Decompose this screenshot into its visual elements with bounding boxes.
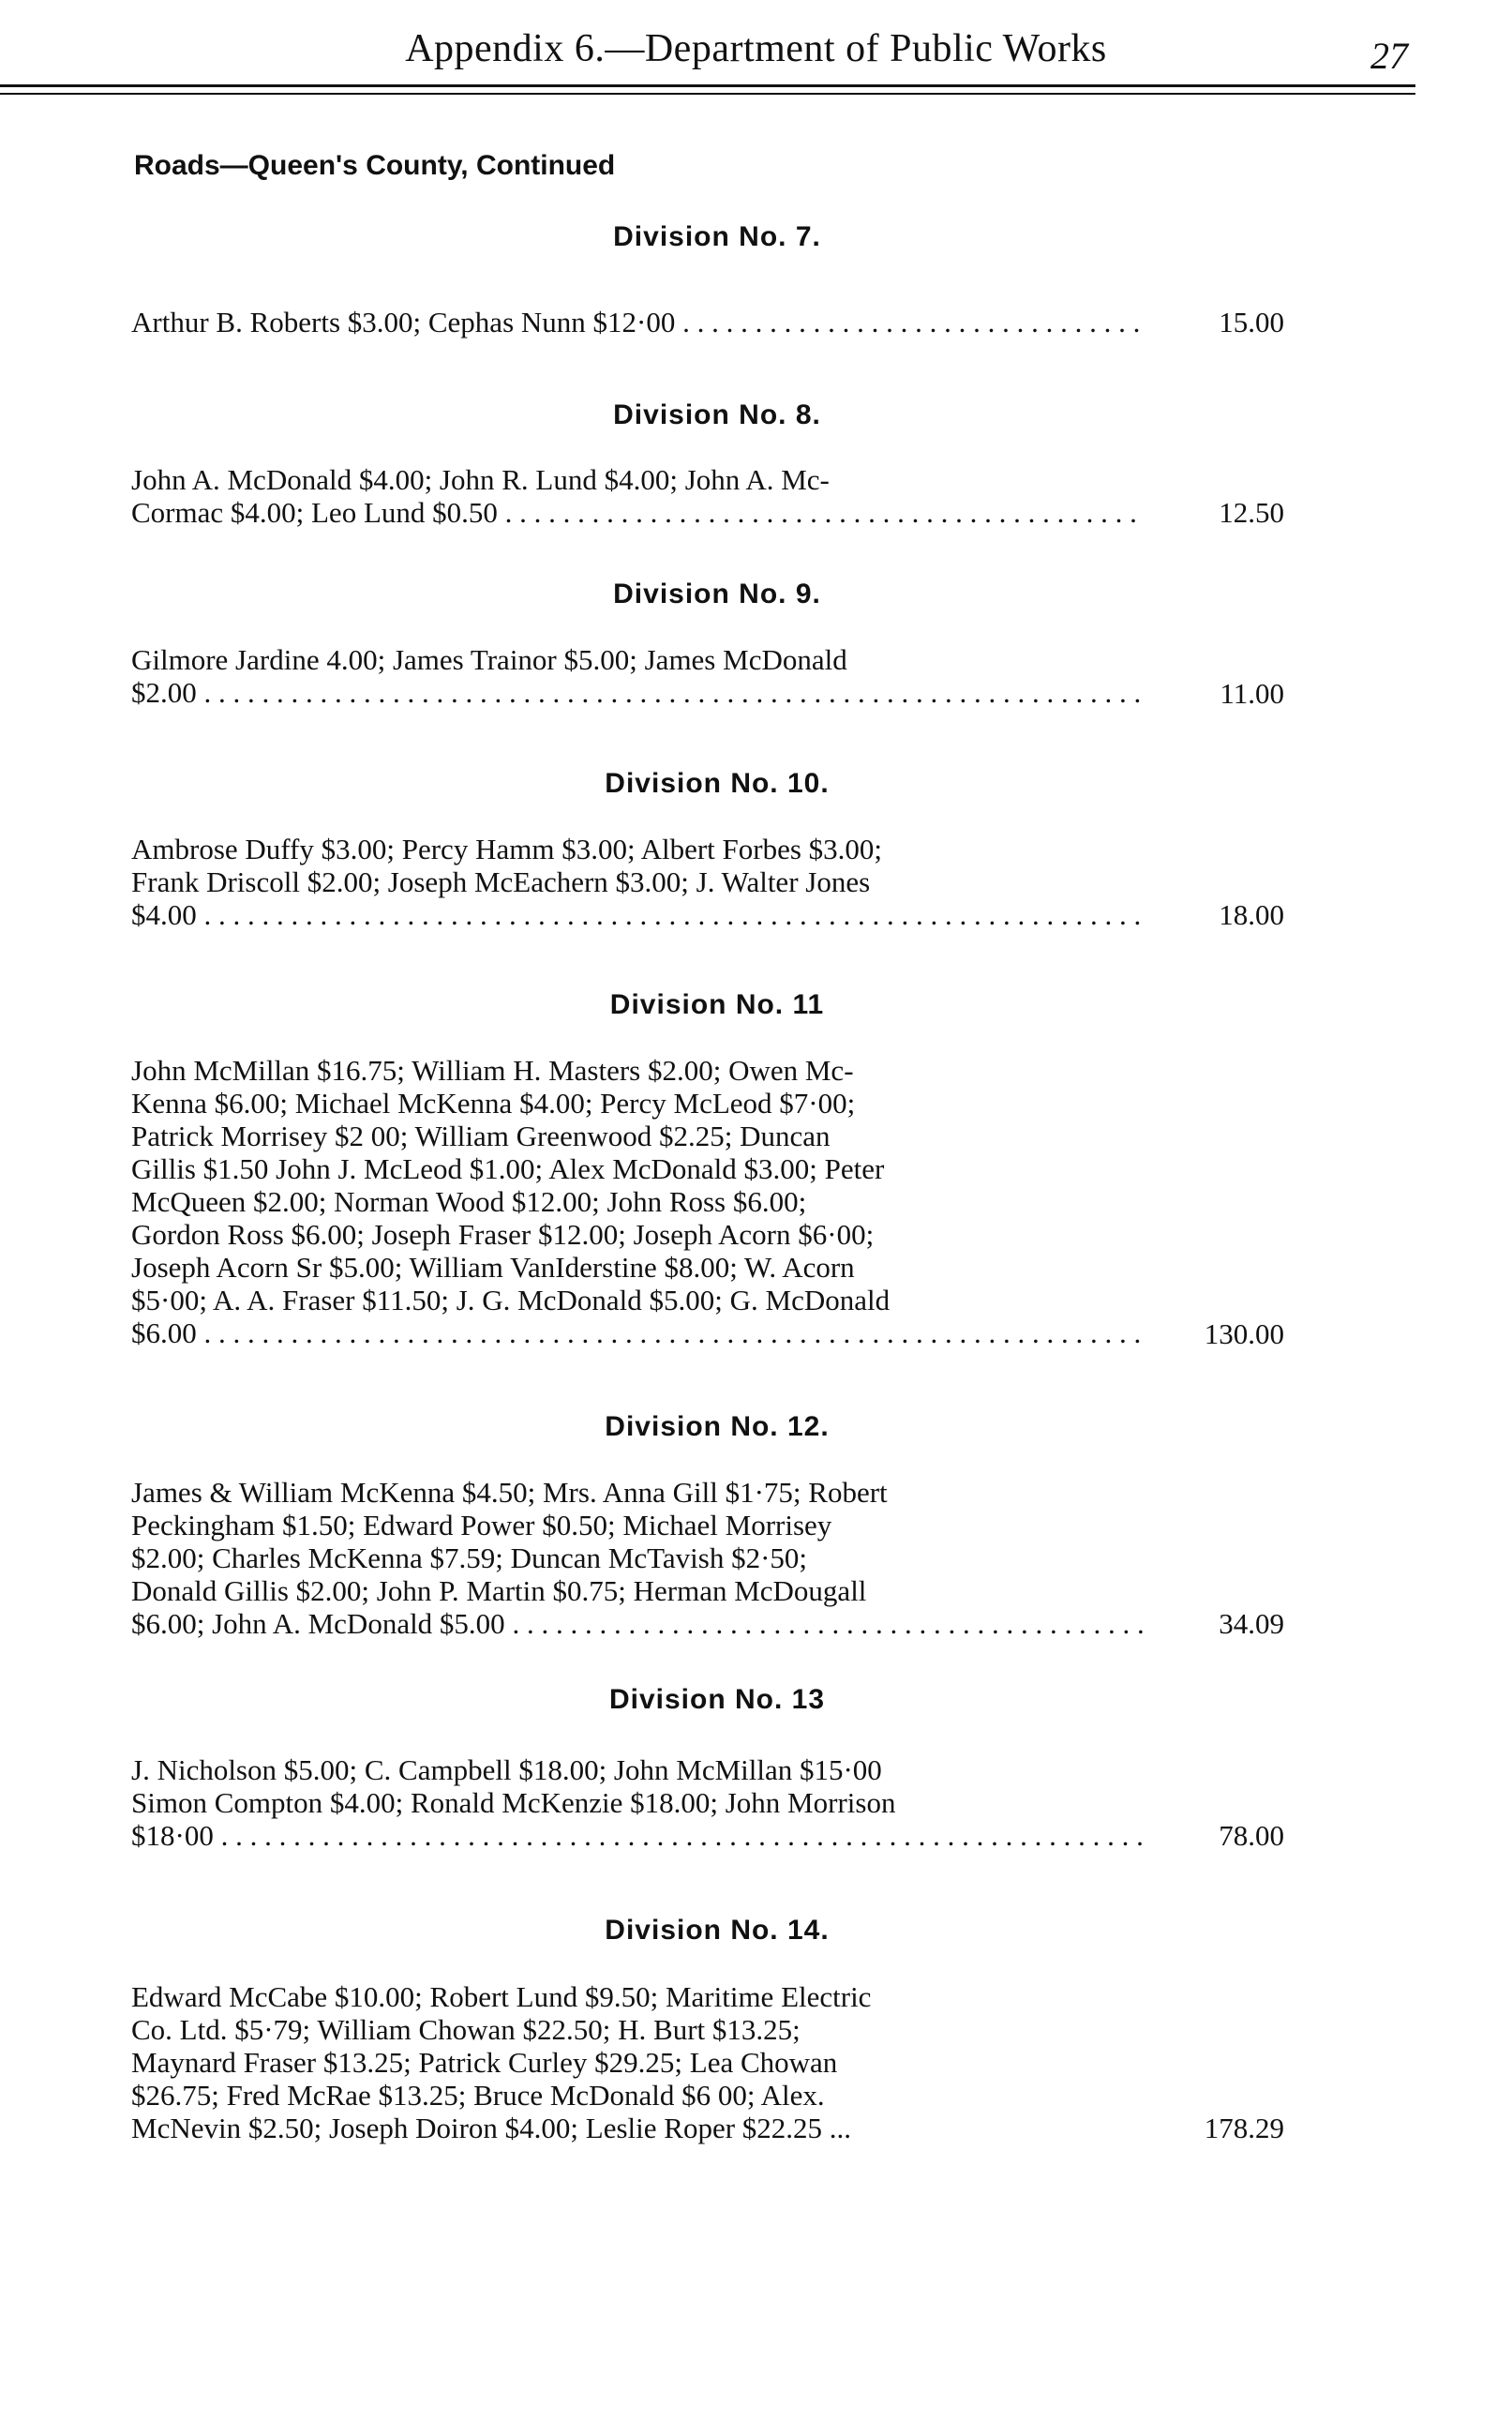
- entry-line: John McMillan $16.75; William H. Masters $2.00; Owen Mc-: [131, 1054, 854, 1087]
- entry-line: Gillis $1.50 John J. McLeod $1.00; Alex McDonald $3.00; Peter: [131, 1152, 885, 1185]
- entry-line: $18·00 . . .: [131, 1819, 1144, 1852]
- entry-line: $4.00 . . .: [131, 898, 1144, 931]
- division-heading: Division No. 12.: [605, 1411, 830, 1442]
- entry-line: $6.00; John A. McDonald $5.00 . . .: [131, 1607, 1144, 1640]
- division-amount: 12.50: [1219, 496, 1284, 529]
- entry-line: Edward McCabe $10.00; Robert Lund $9.50; Maritime Electric: [131, 1980, 872, 2013]
- division-heading: Division No. 7.: [613, 221, 821, 252]
- division-heading: Division No. 8.: [613, 399, 821, 430]
- division-amount: 130.00: [1204, 1317, 1284, 1350]
- division-heading: Division No. 14.: [605, 1915, 830, 1946]
- division-heading: Division No. 9.: [613, 579, 821, 609]
- entry-line: Ambrose Duffy $3.00; Percy Hamm $3.00; Albert Forbes $3.00;: [131, 833, 883, 865]
- entry-line: Patrick Morrisey $2 00; William Greenwood $2.25; Duncan: [131, 1120, 831, 1152]
- entry-line: Donald Gillis $2.00; John P. Martin $0.75; Herman McDougall: [131, 1574, 867, 1607]
- division-entry: [131, 463, 1144, 529]
- entry-line: Peckingham $1.50; Edward Power $0.50; Michael Morrisey: [131, 1509, 832, 1541]
- entry-line: Gordon Ross $6.00; Joseph Fraser $12.00; Joseph Acorn $6·00;: [131, 1218, 875, 1251]
- entry-line: $2.00; Charles McKenna $7.59; Duncan McTavish $2·50;: [131, 1541, 808, 1574]
- entry-line: Arthur B. Roberts $3.00; Cephas Nunn $12·00 . . .: [131, 306, 1144, 338]
- entry-line: McQueen $2.00; Norman Wood $12.00; John Ross $6.00;: [131, 1185, 807, 1218]
- entry-line: J. Nicholson $5.00; C. Campbell $18.00; John McMillan $15·00: [131, 1753, 882, 1786]
- section-title: Roads—Queen's County, Continued: [134, 150, 616, 181]
- division-amount: 78.00: [1219, 1819, 1284, 1852]
- entry-line: $5·00; A. A. Fraser $11.50; J. G. McDonald $5.00; G. McDonald: [131, 1284, 891, 1316]
- entry-line: Co. Ltd. $5·79; William Chowan $22.50; H. Burt $13.25;: [131, 2013, 801, 2046]
- division-entry: [131, 643, 1144, 709]
- entry-line: McNevin $2.50; Joseph Doiron $4.00; Leslie Roper $22.25 ...: [131, 2112, 852, 2144]
- division-entry: [131, 1980, 1144, 2144]
- entry-line: Kenna $6.00; Michael McKenna $4.00; Percy McLeod $7·00;: [131, 1087, 856, 1120]
- division-heading: Division No. 11: [609, 989, 825, 1020]
- page-number: 27: [1370, 35, 1408, 77]
- entry-line: Cormac $4.00; Leo Lund $0.50 . . .: [131, 496, 1144, 529]
- entry-line: Simon Compton $4.00; Ronald McKenzie $18.00; John Morrison: [131, 1786, 896, 1819]
- division-entry: [131, 1054, 1144, 1349]
- division-entry: [131, 833, 1144, 931]
- division-entry: [131, 306, 1144, 338]
- header-rule-double: [0, 93, 1415, 95]
- header-rule: [0, 84, 1415, 87]
- division-amount: 178.29: [1204, 2112, 1284, 2144]
- entry-line: Frank Driscoll $2.00; Joseph McEachern $3.00; J. Walter Jones: [131, 865, 871, 898]
- division-amount: 34.09: [1219, 1607, 1284, 1640]
- entry-line: Joseph Acorn Sr $5.00; William VanIderstine $8.00; W. Acorn: [131, 1251, 855, 1284]
- division-entry: [131, 1753, 1144, 1852]
- entry-line: Gilmore Jardine 4.00; James Trainor $5.00; James McDonald: [131, 643, 847, 676]
- division-amount: 11.00: [1220, 677, 1284, 710]
- entry-line: John A. McDonald $4.00; John R. Lund $4.00; John A. Mc-: [131, 463, 830, 496]
- page-header-title: Appendix 6.—Department of Public Works: [405, 27, 1107, 70]
- division-amount: 15.00: [1219, 306, 1284, 338]
- entry-line: $2.00 . . .: [131, 676, 1144, 709]
- division-amount: 18.00: [1219, 898, 1284, 931]
- entry-line: $6.00 . . .: [131, 1316, 1144, 1349]
- division-entry: [131, 1476, 1144, 1640]
- division-heading: Division No. 10.: [605, 768, 830, 799]
- division-heading: Division No. 13: [608, 1684, 826, 1715]
- entry-line: Maynard Fraser $13.25; Patrick Curley $29.25; Lea Chowan: [131, 2046, 838, 2079]
- entry-line: James & William McKenna $4.50; Mrs. Anna Gill $1·75; Robert: [131, 1476, 888, 1509]
- entry-line: $26.75; Fred McRae $13.25; Bruce McDonald $6 00; Alex.: [131, 2079, 825, 2112]
